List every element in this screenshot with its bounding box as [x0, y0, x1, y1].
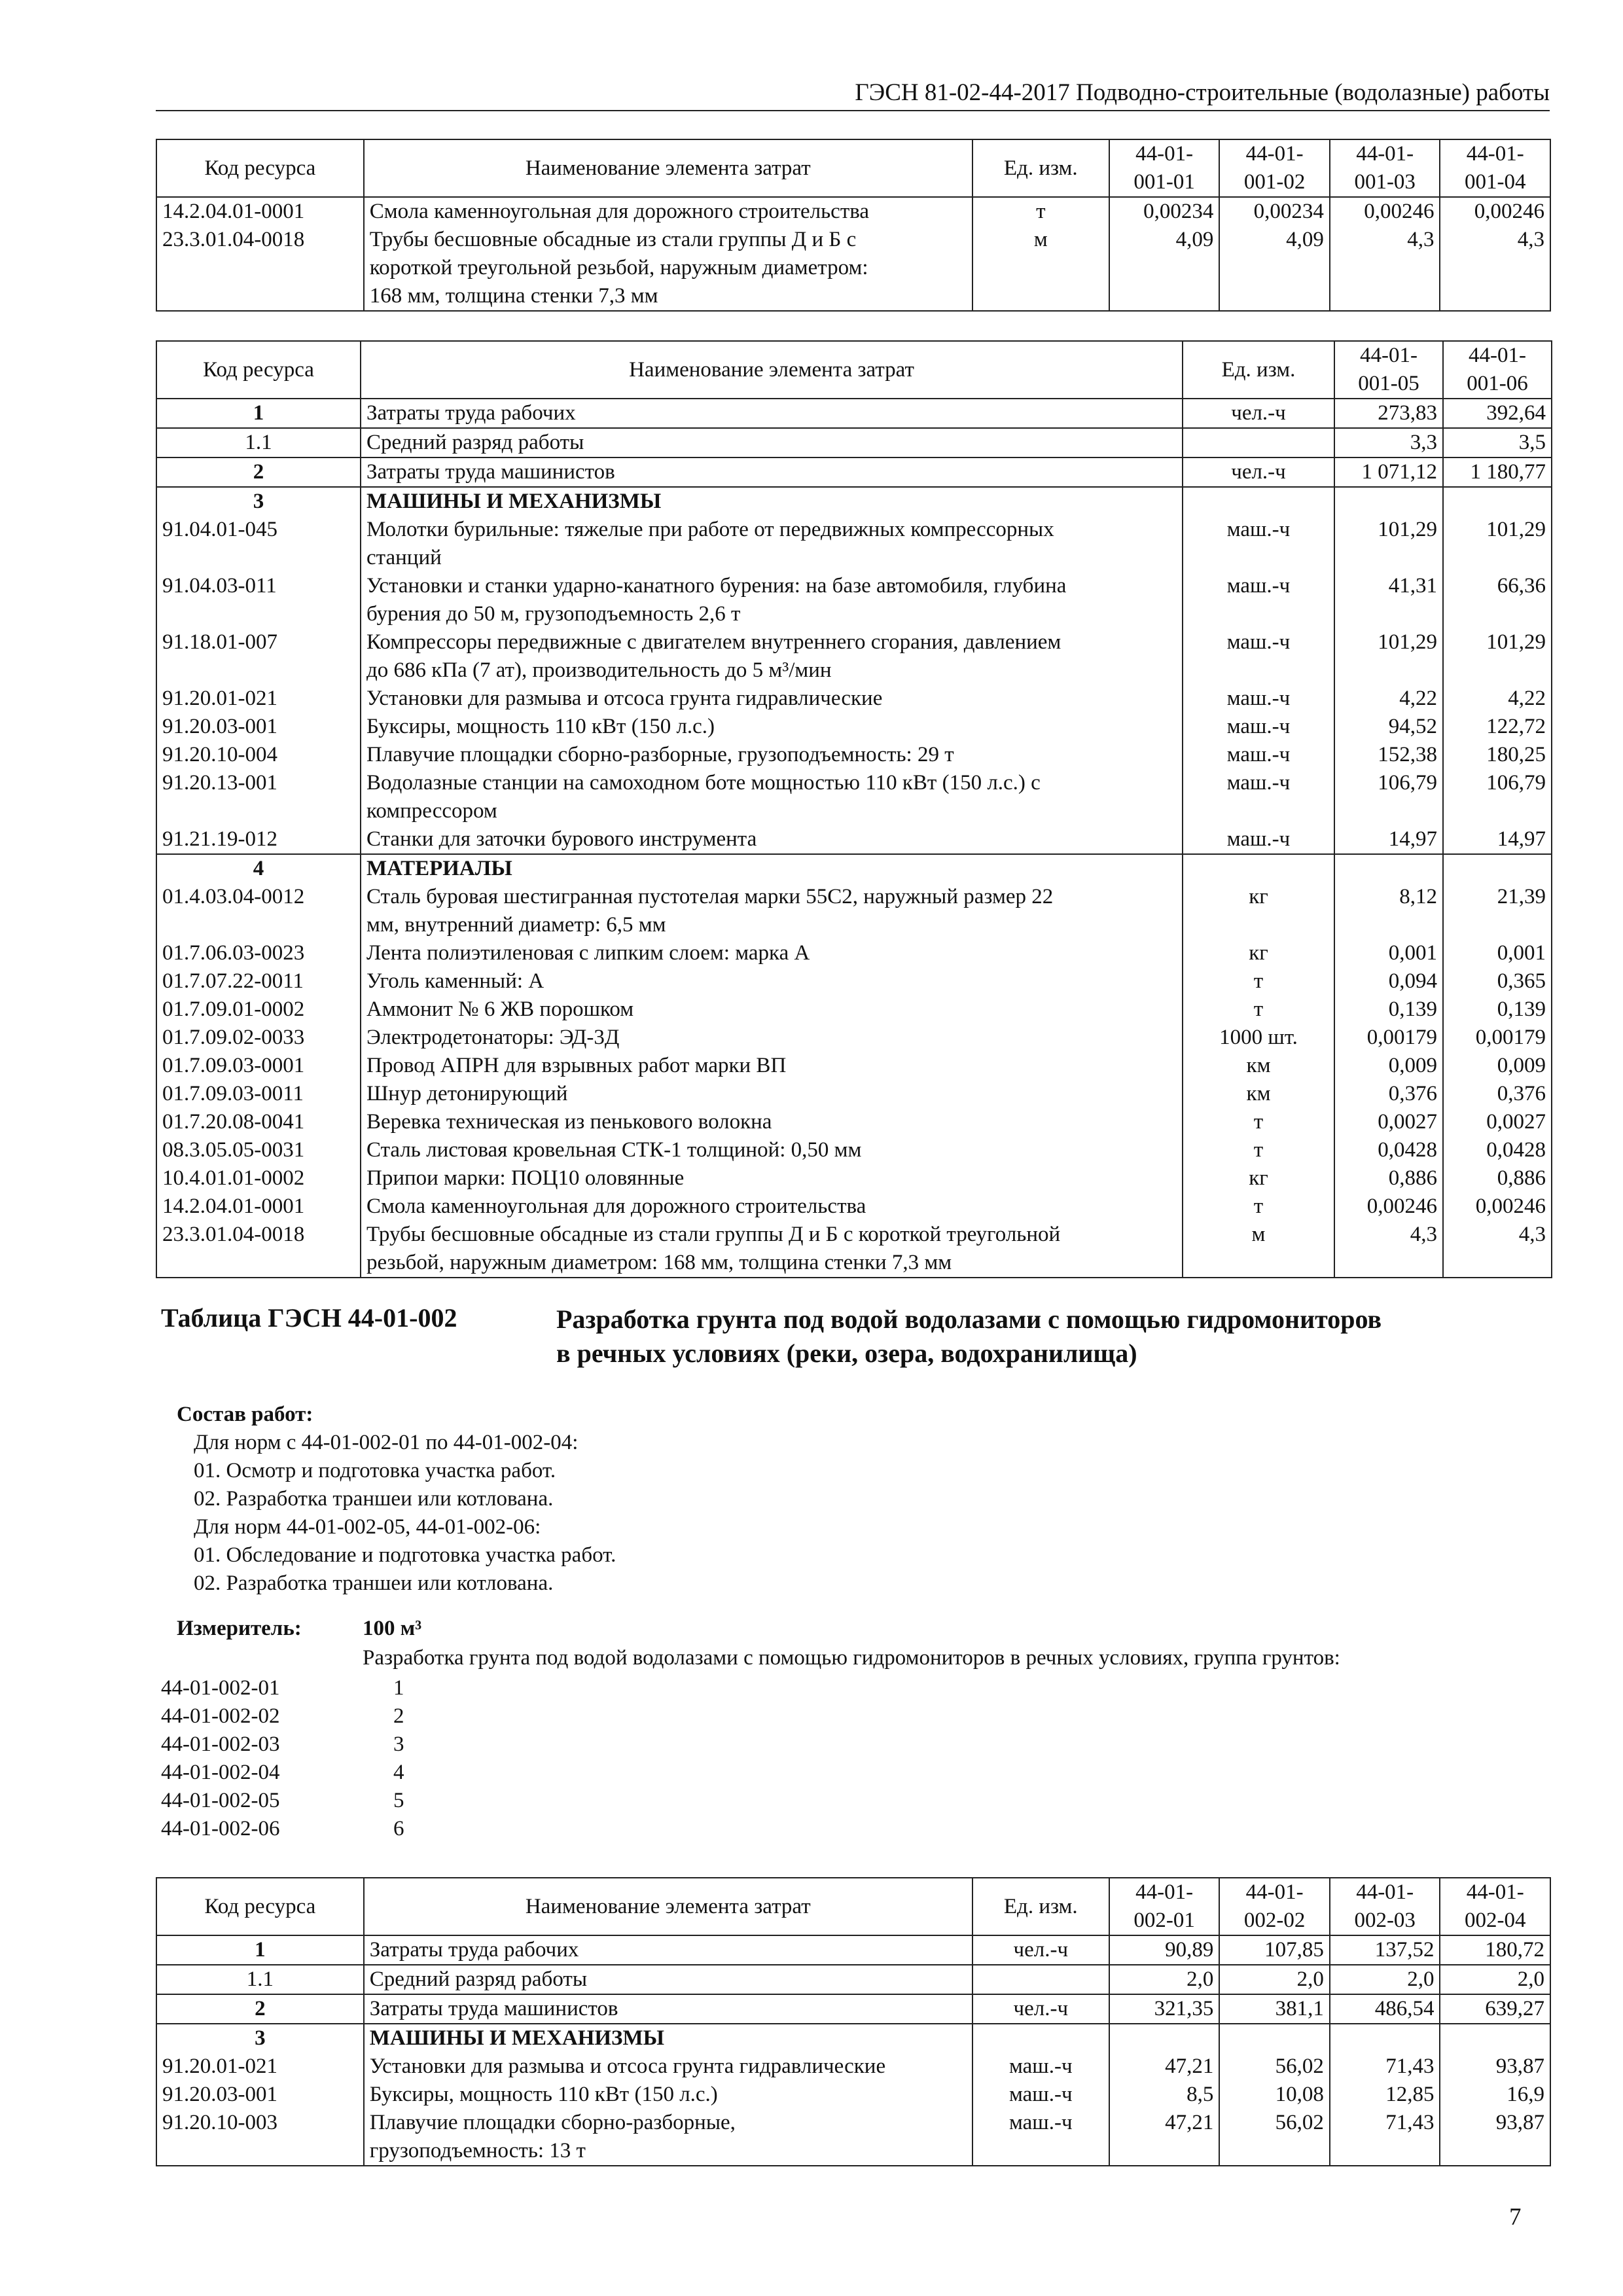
table-row [156, 996, 1552, 1024]
value-cell: 56,02 [1219, 2053, 1330, 2081]
value-cell: 0,0428 [1334, 1136, 1443, 1164]
value-cell: 4,22 [1334, 685, 1443, 713]
norm-row [161, 1815, 404, 1843]
value-cell: 0,009 [1443, 1052, 1552, 1080]
resource-code: 1 [156, 1935, 364, 1965]
header-norm: 44-01- 001-05 [1334, 341, 1443, 399]
resource-code: 08.3.05.05-0031 [156, 1136, 361, 1164]
resource-name: Шнур детонирующий [361, 1080, 1183, 1108]
header-code: Код ресурса [156, 1878, 364, 1935]
value-cell: 639,27 [1440, 1994, 1550, 2024]
value-cell: 180,72 [1440, 1935, 1550, 1965]
value-cell: 0,139 [1334, 996, 1443, 1024]
table-number: Таблица ГЭСН 44-01-002 [161, 1303, 457, 1333]
value-cell: 106,79 [1334, 769, 1443, 825]
value-cell: 0,009 [1334, 1052, 1443, 1080]
unit-cell: чел.-ч [972, 1935, 1109, 1965]
value-cell: 47,21 [1109, 2109, 1220, 2166]
value-cell: 4,3 [1440, 226, 1550, 311]
header-unit: Ед. изм. [972, 1878, 1109, 1935]
norm-list [161, 1674, 404, 1843]
header-norm: 44-01- 001-02 [1219, 139, 1330, 197]
soil-group: 2 [393, 1704, 404, 1728]
unit-cell: т [972, 197, 1109, 226]
table-row [156, 713, 1552, 741]
value-cell [1334, 854, 1443, 883]
resource-code: 91.20.01-021 [156, 2053, 364, 2081]
unit-cell: маш.-ч [1183, 628, 1334, 685]
value-cell: 93,87 [1440, 2053, 1550, 2081]
resource-code: 91.20.13-001 [156, 769, 361, 825]
value-cell: 3,5 [1443, 428, 1552, 457]
composition-line: 02. Разработка траншеи или котлована. [194, 1487, 554, 1511]
resource-name: Установки и станки ударно-канатного бурения: на базе автомобиля, глубина бурения до 50 м, грузоподъемность 2,6 т [361, 572, 1183, 628]
value-cell: 0,139 [1443, 996, 1552, 1024]
table-row [156, 1052, 1552, 1080]
table-row [156, 883, 1552, 939]
resource-name: Смола каменноугольная для дорожного строительства [361, 1193, 1183, 1221]
header-norm: 44-01- 001-06 [1443, 341, 1552, 399]
unit-cell: чел.-ч [1183, 457, 1334, 487]
section-row [156, 854, 1552, 883]
resource-name: Веревка техническая из пенькового волокна [361, 1108, 1183, 1136]
value-cell: 8,5 [1109, 2081, 1220, 2109]
measure-description: Разработка грунта под водой водолазами с помощью гидромониторов в речных условиях, группа грунтов: [363, 1646, 1340, 1670]
value-cell: 1 071,12 [1334, 457, 1443, 487]
table-row [156, 399, 1552, 428]
resource-code: 14.2.04.01-0001 [156, 197, 364, 226]
resource-name: Установки для размыва и отсоса грунта гидравлические [364, 2053, 972, 2081]
table-row [156, 939, 1552, 967]
composition-line: 01. Обследование и подготовка участка работ. [194, 1543, 616, 1567]
value-cell: 0,0428 [1443, 1136, 1552, 1164]
value-cell: 122,72 [1443, 713, 1552, 741]
value-cell: 0,376 [1443, 1080, 1552, 1108]
header-norm: 44-01- 001-03 [1330, 139, 1440, 197]
resource-name: Установки для размыва и отсоса грунта гидравлические [361, 685, 1183, 713]
unit-cell: кг [1183, 939, 1334, 967]
table-row [156, 967, 1552, 996]
resource-name: Средний разряд работы [361, 428, 1183, 457]
table-row [156, 1108, 1552, 1136]
value-cell: 0,00179 [1334, 1024, 1443, 1052]
value-cell: 0,001 [1443, 939, 1552, 967]
unit-cell: маш.-ч [1183, 741, 1334, 769]
value-cell: 93,87 [1440, 2109, 1550, 2166]
unit-cell: маш.-ч [1183, 713, 1334, 741]
resource-name: Трубы бесшовные обсадные из стали группы Д и Б с короткой треугольной резьбой, наружным диаметром: 168 мм, толщина стенки 7,3 мм [361, 1221, 1183, 1278]
header-name: Наименование элемента затрат [364, 139, 972, 197]
table-row [156, 2109, 1550, 2166]
resource-name: МАШИНЫ И МЕХАНИЗМЫ [364, 2024, 972, 2053]
value-cell: 0,886 [1334, 1164, 1443, 1193]
table-header-row [156, 1878, 1550, 1935]
value-cell: 10,08 [1219, 2081, 1330, 2109]
soil-group: 6 [393, 1817, 404, 1840]
resource-name: Провод АПРН для взрывных работ марки ВП [361, 1052, 1183, 1080]
norm-code: 44-01-002-01 [161, 1676, 280, 1700]
value-cell [1443, 854, 1552, 883]
resource-name: Припои марки: ПОЦ10 оловянные [361, 1164, 1183, 1193]
value-cell: 12,85 [1330, 2081, 1440, 2109]
value-cell: 0,00234 [1109, 197, 1220, 226]
table-row [156, 226, 1550, 311]
header-norm: 44-01- 002-04 [1440, 1878, 1550, 1935]
unit-cell: км [1183, 1080, 1334, 1108]
resource-code: 2 [156, 1994, 364, 2024]
resource-name: Буксиры, мощность 110 кВт (150 л.с.) [364, 2081, 972, 2109]
value-cell: 0,886 [1443, 1164, 1552, 1193]
value-cell: 4,3 [1334, 1221, 1443, 1278]
table-row [156, 685, 1552, 713]
value-cell: 273,83 [1334, 399, 1443, 428]
unit-cell: маш.-ч [1183, 572, 1334, 628]
unit-cell: маш.-ч [1183, 769, 1334, 825]
resource-code: 3 [156, 487, 361, 516]
value-cell: 2,0 [1109, 1965, 1220, 1994]
table-row [156, 769, 1552, 825]
norm-row [161, 1759, 404, 1787]
resource-code: 01.7.07.22-0011 [156, 967, 361, 996]
value-cell: 4,3 [1443, 1221, 1552, 1278]
value-cell [1443, 487, 1552, 516]
value-cell: 101,29 [1443, 628, 1552, 685]
resource-name: МАТЕРИАЛЫ [361, 854, 1183, 883]
soil-group: 3 [393, 1732, 404, 1756]
table-title: Разработка грунта под водой водолазами с помощью гидромониторов в речных условиях (реки, озера, водохранилища) [556, 1304, 1382, 1368]
value-cell: 0,094 [1334, 967, 1443, 996]
value-cell [1440, 2024, 1550, 2053]
value-cell: 0,376 [1334, 1080, 1443, 1108]
table-row [156, 457, 1552, 487]
section-row [156, 487, 1552, 516]
resource-code: 2 [156, 457, 361, 487]
value-cell: 107,85 [1219, 1935, 1330, 1965]
value-cell: 14,97 [1334, 825, 1443, 854]
table-row [156, 1935, 1550, 1965]
value-cell: 0,0027 [1443, 1108, 1552, 1136]
value-cell: 0,0027 [1334, 1108, 1443, 1136]
table-row [156, 1965, 1550, 1994]
table-row [156, 1136, 1552, 1164]
resource-code: 10.4.01.01-0002 [156, 1164, 361, 1193]
resource-name: Сталь листовая кровельная СТК-1 толщиной: 0,50 мм [361, 1136, 1183, 1164]
norm-code: 44-01-002-03 [161, 1732, 280, 1756]
table-row [156, 1164, 1552, 1193]
resource-name: Сталь буровая шестигранная пустотелая марки 55С2, наружный размер 22 мм, внутренний диаметр: 6,5 мм [361, 883, 1183, 939]
value-cell: 0,365 [1443, 967, 1552, 996]
value-cell: 0,001 [1334, 939, 1443, 967]
value-cell: 56,02 [1219, 2109, 1330, 2166]
unit-cell: 1000 шт. [1183, 1024, 1334, 1052]
value-cell: 71,43 [1330, 2053, 1440, 2081]
resource-code: 01.7.20.08-0041 [156, 1108, 361, 1136]
unit-cell: маш.-ч [972, 2081, 1109, 2109]
value-cell: 4,22 [1443, 685, 1552, 713]
value-cell [1330, 2024, 1440, 2053]
value-cell: 0,00246 [1443, 1193, 1552, 1221]
unit-cell: т [1183, 1193, 1334, 1221]
unit-cell: т [1183, 1108, 1334, 1136]
composition-line: 02. Разработка траншеи или котлована. [194, 1571, 554, 1595]
value-cell: 14,97 [1443, 825, 1552, 854]
value-cell: 381,1 [1219, 1994, 1330, 2024]
unit-cell [1183, 487, 1334, 516]
value-cell: 1 180,77 [1443, 457, 1552, 487]
unit-cell: чел.-ч [972, 1994, 1109, 2024]
value-cell: 66,36 [1443, 572, 1552, 628]
resource-name: Смола каменноугольная для дорожного строительства [364, 197, 972, 226]
header-name: Наименование элемента затрат [364, 1878, 972, 1935]
table-row [156, 825, 1552, 854]
resource-code: 91.20.01-021 [156, 685, 361, 713]
unit-cell [1183, 854, 1334, 883]
value-cell: 4,3 [1330, 226, 1440, 311]
composition-list [177, 1429, 616, 1598]
unit-cell: км [1183, 1052, 1334, 1080]
table-row [156, 572, 1552, 628]
resource-name: Трубы бесшовные обсадные из стали группы Д и Б с короткой треугольной резьбой, наружным диаметром: 168 мм, толщина стенки 7,3 мм [364, 226, 972, 311]
table-row [156, 1193, 1552, 1221]
soil-group: 4 [393, 1761, 404, 1784]
unit-cell [1183, 428, 1334, 457]
value-cell: 8,12 [1334, 883, 1443, 939]
value-cell: 321,35 [1109, 1994, 1220, 2024]
resource-name: МАШИНЫ И МЕХАНИЗМЫ [361, 487, 1183, 516]
value-cell: 0,00246 [1334, 1193, 1443, 1221]
resource-code: 01.4.03.04-0012 [156, 883, 361, 939]
norm-code: 44-01-002-05 [161, 1789, 280, 1812]
value-cell: 47,21 [1109, 2053, 1220, 2081]
unit-cell: м [972, 226, 1109, 311]
norm-code: 44-01-002-02 [161, 1704, 280, 1728]
value-cell: 106,79 [1443, 769, 1552, 825]
resource-code: 91.20.10-004 [156, 741, 361, 769]
resource-name: Водолазные станции на самоходном боте мощностью 110 кВт (150 л.с.) с компрессором [361, 769, 1183, 825]
value-cell: 180,25 [1443, 741, 1552, 769]
norm-row [161, 1731, 404, 1759]
value-cell: 4,09 [1219, 226, 1330, 311]
value-cell [1219, 2024, 1330, 2053]
header-unit: Ед. изм. [1183, 341, 1334, 399]
resource-code: 91.20.10-003 [156, 2109, 364, 2166]
unit-cell: т [1183, 967, 1334, 996]
page-number: 7 [1509, 2204, 1522, 2231]
norm-row [161, 1674, 404, 1702]
value-cell [1109, 2024, 1220, 2053]
measure-unit: 100 м³ [363, 1617, 422, 1640]
resource-name: Средний разряд работы [364, 1965, 972, 1994]
resource-name: Плавучие площадки сборно-разборные, грузоподъемность: 29 т [361, 741, 1183, 769]
resource-code: 1.1 [156, 1965, 364, 1994]
value-cell: 2,0 [1440, 1965, 1550, 1994]
resource-name: Затраты труда машинистов [361, 457, 1183, 487]
resource-code: 1 [156, 399, 361, 428]
resource-name: Лента полиэтиленовая с липким слоем: марка А [361, 939, 1183, 967]
value-cell: 0,00246 [1440, 197, 1550, 226]
work-composition [177, 1401, 616, 1598]
value-cell: 0,00234 [1219, 197, 1330, 226]
resource-name: Затраты труда рабочих [361, 399, 1183, 428]
resource-code: 1.1 [156, 428, 361, 457]
header-name: Наименование элемента затрат [361, 341, 1183, 399]
resource-code: 91.20.03-001 [156, 2081, 364, 2109]
running-header: ГЭСН 81-02-44-2017 Подводно-строительные (водолазные) работы [156, 76, 1550, 111]
header-code: Код ресурса [156, 341, 361, 399]
resource-code: 01.7.09.03-0011 [156, 1080, 361, 1108]
composition-line: Для норм 44-01-002-05, 44-01-002-06: [194, 1515, 541, 1539]
value-cell: 0,00179 [1443, 1024, 1552, 1052]
section-row [156, 2024, 1550, 2053]
value-cell: 4,09 [1109, 226, 1220, 311]
table-row [156, 1024, 1552, 1052]
value-cell: 3,3 [1334, 428, 1443, 457]
unit-cell: маш.-ч [1183, 516, 1334, 572]
resource-code: 4 [156, 854, 361, 883]
resource-name: Станки для заточки бурового инструмента [361, 825, 1183, 854]
resource-name: Буксиры, мощность 110 кВт (150 л.с.) [361, 713, 1183, 741]
value-cell [1334, 487, 1443, 516]
table-row [156, 1080, 1552, 1108]
resource-code: 23.3.01.04-0018 [156, 226, 364, 311]
value-cell: 137,52 [1330, 1935, 1440, 1965]
resource-code: 91.04.03-011 [156, 572, 361, 628]
resource-code: 23.3.01.04-0018 [156, 1221, 361, 1278]
header-norm: 44-01- 001-04 [1440, 139, 1550, 197]
measure-label: Измеритель: [177, 1617, 302, 1640]
table-row [156, 741, 1552, 769]
header-norm: 44-01- 002-03 [1330, 1878, 1440, 1935]
norm-row [161, 1702, 404, 1731]
resource-table-001-05-06 [156, 340, 1552, 1278]
resource-table-002-01-04 [156, 1877, 1551, 2166]
soil-group: 1 [393, 1676, 404, 1700]
resource-name: Молотки бурильные: тяжелые при работе от передвижных компрессорных станций [361, 516, 1183, 572]
resource-code: 91.18.01-007 [156, 628, 361, 685]
value-cell: 2,0 [1330, 1965, 1440, 1994]
table-row [156, 197, 1550, 226]
value-cell: 90,89 [1109, 1935, 1220, 1965]
resource-code: 14.2.04.01-0001 [156, 1193, 361, 1221]
header-norm: 44-01- 002-01 [1109, 1878, 1220, 1935]
unit-cell: маш.-ч [972, 2053, 1109, 2081]
value-cell: 101,29 [1334, 628, 1443, 685]
unit-cell: маш.-ч [1183, 825, 1334, 854]
unit-cell: кг [1183, 1164, 1334, 1193]
table-row [156, 428, 1552, 457]
unit-cell: чел.-ч [1183, 399, 1334, 428]
value-cell: 101,29 [1334, 516, 1443, 572]
resource-code: 01.7.09.01-0002 [156, 996, 361, 1024]
table-header-row [156, 139, 1550, 197]
value-cell: 101,29 [1443, 516, 1552, 572]
resource-code: 3 [156, 2024, 364, 2053]
resource-table-001-01-04 [156, 139, 1551, 312]
resource-name: Плавучие площадки сборно-разборные, грузоподъемность: 13 т [364, 2109, 972, 2166]
header-norm: 44-01- 001-01 [1109, 139, 1220, 197]
resource-name: Электродетонаторы: ЭД-3Д [361, 1024, 1183, 1052]
table-header-row [156, 341, 1552, 399]
value-cell: 41,31 [1334, 572, 1443, 628]
header-norm: 44-01- 002-02 [1219, 1878, 1330, 1935]
unit-cell: м [1183, 1221, 1334, 1278]
resource-name: Аммонит № 6 ЖВ порошком [361, 996, 1183, 1024]
value-cell: 21,39 [1443, 883, 1552, 939]
value-cell: 152,38 [1334, 741, 1443, 769]
unit-cell: кг [1183, 883, 1334, 939]
table-row [156, 2053, 1550, 2081]
composition-heading: Состав работ: [177, 1403, 313, 1426]
composition-line: Для норм с 44-01-002-01 по 44-01-002-04: [194, 1431, 579, 1454]
value-cell: 0,00246 [1330, 197, 1440, 226]
resource-code: 01.7.06.03-0023 [156, 939, 361, 967]
unit-cell [972, 1965, 1109, 1994]
table-row [156, 516, 1552, 572]
value-cell: 16,9 [1440, 2081, 1550, 2109]
resource-name: Затраты труда машинистов [364, 1994, 972, 2024]
soil-group: 5 [393, 1789, 404, 1812]
resource-name: Затраты труда рабочих [364, 1935, 972, 1965]
norm-code: 44-01-002-06 [161, 1817, 280, 1840]
unit-cell [972, 2024, 1109, 2053]
value-cell: 392,64 [1443, 399, 1552, 428]
resource-code: 01.7.09.03-0001 [156, 1052, 361, 1080]
value-cell: 2,0 [1219, 1965, 1330, 1994]
header-unit: Ед. изм. [972, 139, 1109, 197]
table-row [156, 628, 1552, 685]
table-row [156, 1994, 1550, 2024]
resource-code: 91.20.03-001 [156, 713, 361, 741]
resource-code: 91.04.01-045 [156, 516, 361, 572]
norm-row [161, 1787, 404, 1815]
unit-cell: маш.-ч [1183, 685, 1334, 713]
value-cell: 94,52 [1334, 713, 1443, 741]
norm-code: 44-01-002-04 [161, 1761, 280, 1784]
resource-code: 91.21.19-012 [156, 825, 361, 854]
resource-code: 01.7.09.02-0033 [156, 1024, 361, 1052]
table-row [156, 2081, 1550, 2109]
composition-line: 01. Осмотр и подготовка участка работ. [194, 1459, 556, 1482]
unit-cell: маш.-ч [972, 2109, 1109, 2166]
resource-name: Уголь каменный: А [361, 967, 1183, 996]
resource-name: Компрессоры передвижные с двигателем внутреннего сгорания, давлением до 686 кПа (7 ат), производительность до 5 м³/мин [361, 628, 1183, 685]
table-row [156, 1221, 1552, 1278]
unit-cell: т [1183, 996, 1334, 1024]
value-cell: 486,54 [1330, 1994, 1440, 2024]
unit-cell: т [1183, 1136, 1334, 1164]
header-code: Код ресурса [156, 139, 364, 197]
value-cell: 71,43 [1330, 2109, 1440, 2166]
